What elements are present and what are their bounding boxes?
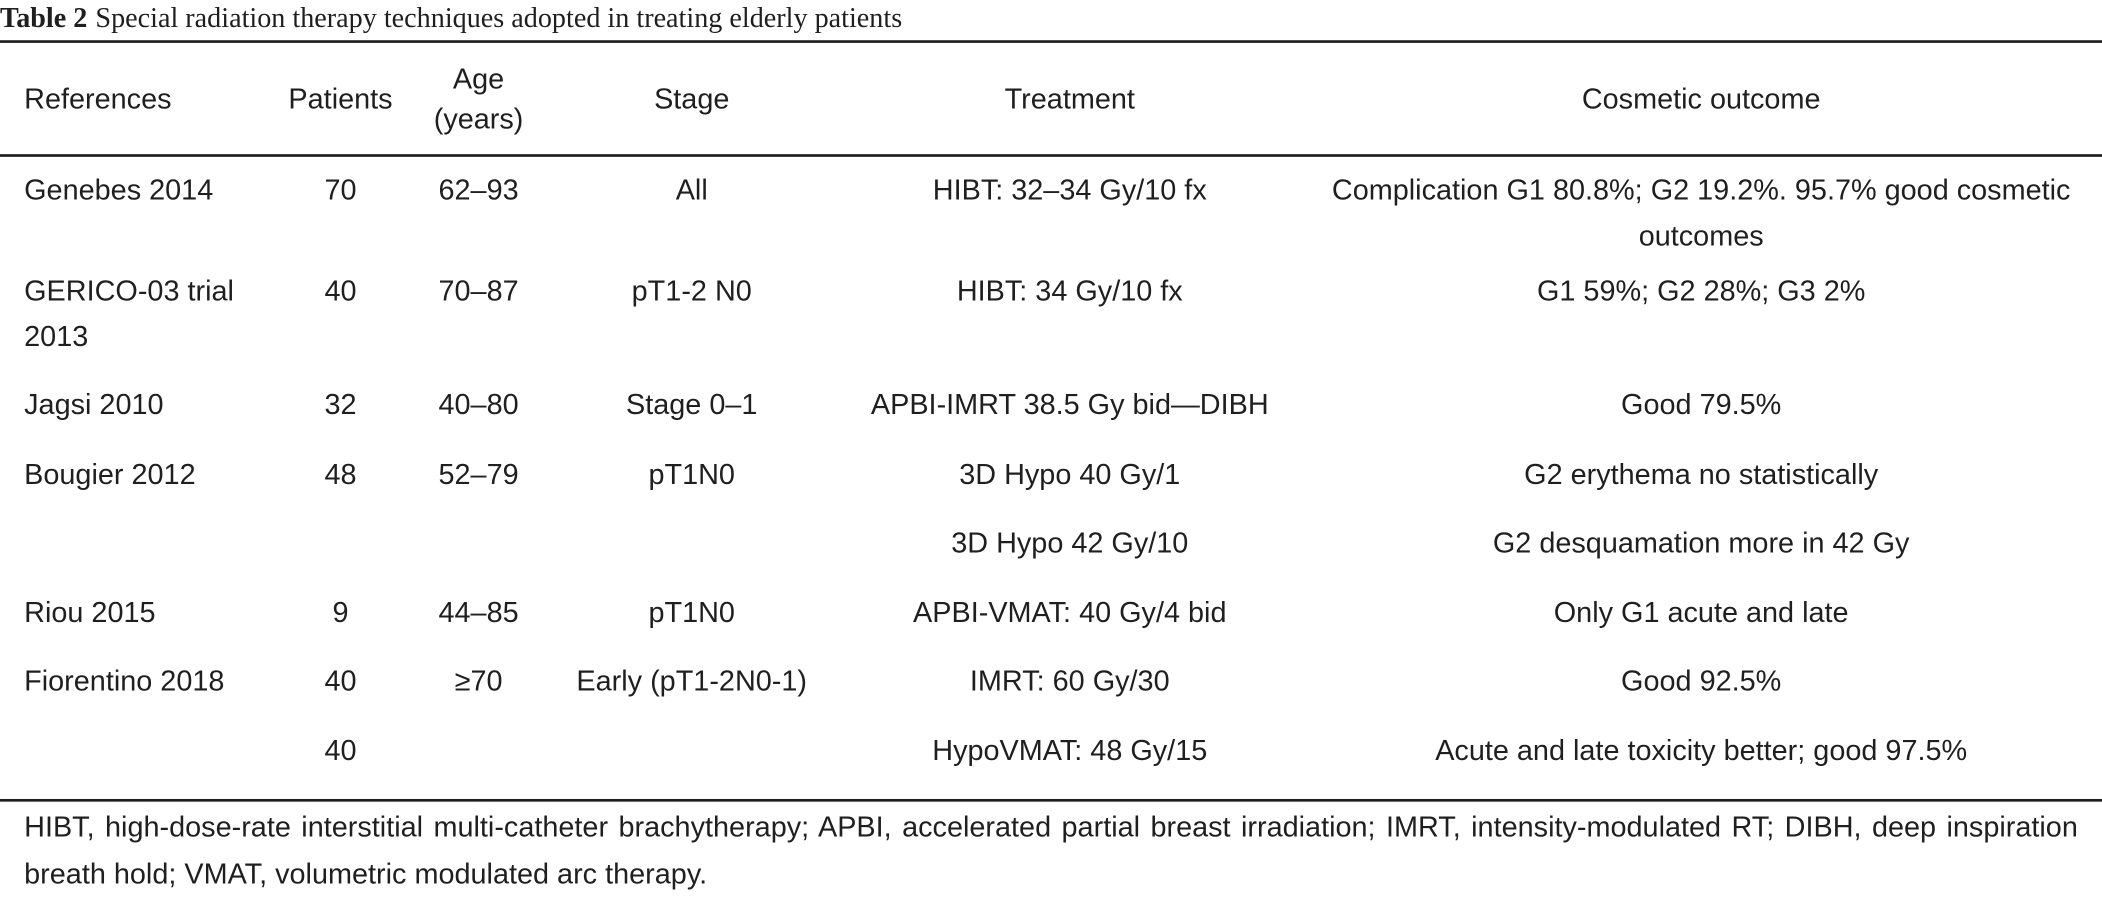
- col-header-references: References: [24, 82, 172, 115]
- cell-patients: 70: [324, 174, 357, 207]
- table-row: [0, 451, 2102, 520]
- col-header-cosmetic-outcome: Cosmetic outcome: [1581, 82, 1821, 115]
- cell-age: 44–85: [438, 595, 519, 629]
- cell-cosmetic-outcome: Good 92.5%: [1621, 664, 1782, 698]
- cell-stage: [544, 520, 839, 589]
- cell-age: 62–93: [438, 174, 519, 207]
- cell-treatment: APBI-IMRT 38.5 Gy bid—DIBH: [870, 388, 1269, 421]
- cell-reference: [0, 520, 268, 589]
- cell-treatment: HIBT: 34 Gy/10 fx: [956, 274, 1183, 307]
- cell-age: 40–80: [438, 388, 519, 421]
- cell-age: 70–87: [438, 274, 519, 307]
- cell-patients: 48: [324, 457, 357, 490]
- cell-patients: [268, 520, 413, 589]
- table-row: [0, 658, 2102, 727]
- cell-patients: 40: [324, 733, 357, 767]
- col-header-stage: Stage: [654, 82, 730, 115]
- cell-cosmetic-outcome: Only G1 acute and late: [1553, 595, 1849, 629]
- cell-stage: pT1N0: [648, 457, 735, 490]
- cell-patients: 40: [324, 664, 357, 698]
- cell-cosmetic-outcome: Complication G1 80.8%; G2 19.2%. 95.7% good cosmetic outcomes: [1331, 174, 2071, 253]
- cell-patients: 40: [324, 274, 357, 307]
- cell-cosmetic-outcome: G2 erythema no statistically: [1524, 457, 1879, 490]
- cell-age: ≥70: [454, 664, 503, 698]
- cell-reference: Bougier 2012: [24, 457, 196, 490]
- cell-reference: Fiorentino 2018: [24, 664, 225, 698]
- data-table: [0, 43, 2102, 796]
- table-row: [0, 589, 2102, 658]
- cell-reference: Genebes 2014: [24, 174, 214, 207]
- table-row: [0, 520, 2102, 589]
- table-row: [0, 268, 2102, 382]
- cell-cosmetic-outcome: G2 desquamation more in 42 Gy: [1492, 526, 1910, 560]
- table-row: [0, 154, 2102, 268]
- cell-cosmetic-outcome: Good 79.5%: [1621, 388, 1782, 421]
- cell-treatment: 3D Hypo 42 Gy/10: [951, 526, 1189, 560]
- cell-stage: [544, 727, 839, 796]
- col-header-age: Age (years): [433, 62, 524, 135]
- cell-reference: Riou 2015: [24, 595, 156, 629]
- table-caption-label: Table 2: [0, 1, 88, 34]
- cell-stage: Early (pT1-2N0-1): [576, 664, 808, 698]
- table-row: [0, 382, 2102, 451]
- cell-reference: Jagsi 2010: [24, 388, 164, 421]
- cell-stage: Stage 0–1: [626, 388, 758, 421]
- cell-treatment: 3D Hypo 40 Gy/1: [959, 457, 1181, 490]
- cell-reference: GERICO-03 trial 2013: [24, 274, 234, 353]
- col-header-patients: Patients: [288, 82, 393, 115]
- cell-reference: [0, 727, 268, 796]
- table-caption-text: Special radiation therapy techniques adopted in treating elderly patients: [95, 1, 903, 34]
- table-bottom-rule: [0, 799, 2102, 801]
- cell-treatment: HIBT: 32–34 Gy/10 fx: [932, 174, 1207, 207]
- cell-age: [413, 727, 544, 796]
- cell-stage: pT1-2 N0: [631, 274, 752, 307]
- cell-age: 52–79: [438, 457, 519, 490]
- cell-patients: 32: [324, 388, 357, 421]
- cell-treatment: IMRT: 60 Gy/30: [969, 664, 1170, 698]
- cell-cosmetic-outcome: G1 59%; G2 28%; G3 2%: [1536, 274, 1866, 307]
- table-row: [0, 727, 2102, 796]
- table-caption: [0, 0, 902, 35]
- header-row: [0, 43, 2102, 154]
- cell-cosmetic-outcome: Acute and late toxicity better; good 97.5%: [1435, 733, 1968, 767]
- cell-patients: 9: [332, 595, 349, 629]
- table-footnote: HIBT, high-dose-rate interstitial multi-catheter brachytherapy; APBI, accelerated partial breast irradiation; IMRT, intensity-modulated RT; DIBH, deep inspiration breath hold; VMAT, volumetric modulated arc therapy.: [24, 811, 2078, 891]
- cell-age: [413, 520, 544, 589]
- cell-stage: All: [675, 174, 708, 207]
- col-header-treatment: Treatment: [1004, 82, 1135, 115]
- cell-treatment: HypoVMAT: 48 Gy/15: [932, 733, 1208, 767]
- cell-stage: pT1N0: [648, 595, 735, 629]
- cell-treatment: APBI-VMAT: 40 Gy/4 bid: [913, 595, 1227, 629]
